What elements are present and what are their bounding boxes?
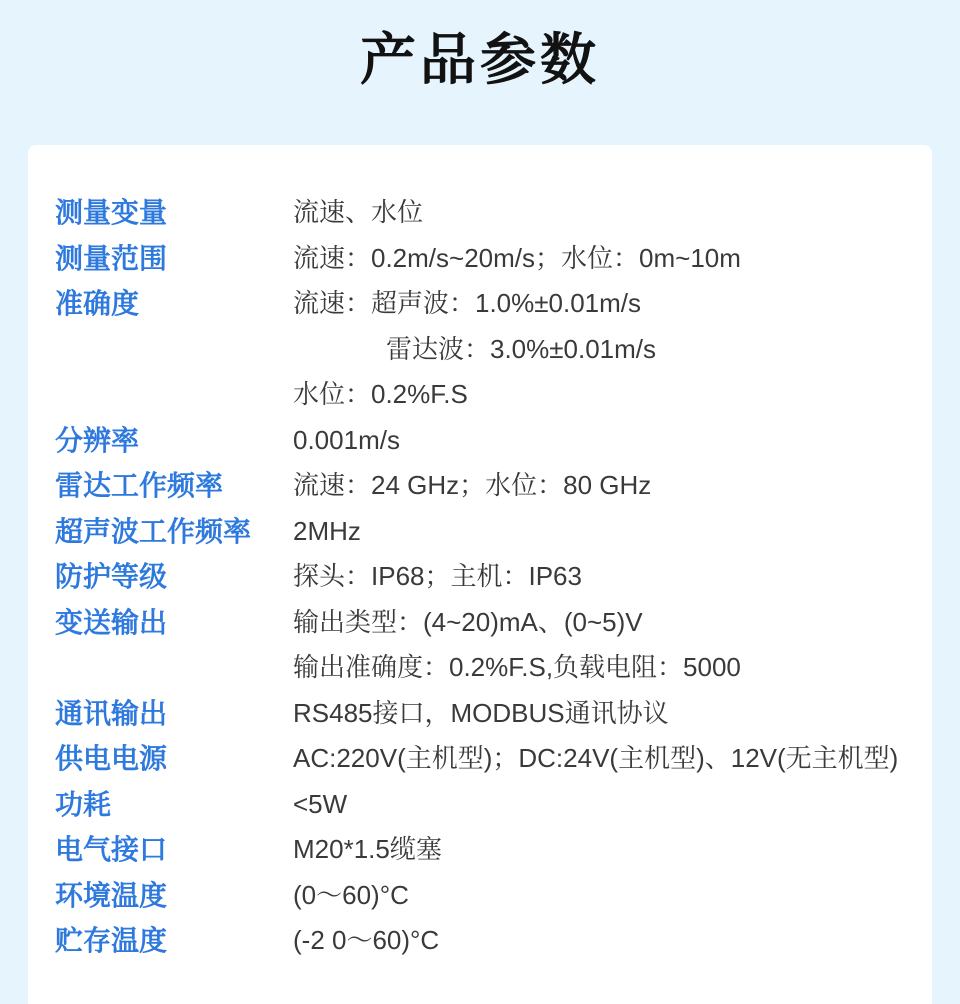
spec-value-line: 探头：IP68；主机：IP63 (293, 561, 582, 591)
spec-label: 电气接口 (55, 834, 168, 865)
spec-value (293, 190, 932, 236)
spec-label: 准确度 (55, 288, 140, 319)
spec-value-line: 输出类型：(4~20)mA、(0~5)V (293, 606, 643, 637)
spec-value-line: 水位：0.2%F.S (293, 379, 468, 409)
spec-value (293, 691, 932, 737)
spec-row (55, 600, 932, 691)
spec-value-line: (-2 0～60)°C (293, 925, 440, 955)
spec-row (55, 782, 932, 828)
spec-value-line: 流速：超声波：1.0%±0.01m/s (293, 288, 642, 318)
spec-value-line: 2MHz (293, 515, 361, 546)
spec-value-line: 0.001m/s (293, 424, 400, 455)
spec-value (293, 281, 932, 418)
spec-label: 功耗 (55, 788, 112, 820)
spec-row (55, 827, 932, 873)
spec-value (293, 463, 932, 509)
spec-row (55, 509, 932, 555)
spec-value-line: 流速、水位 (293, 197, 424, 227)
spec-row (55, 736, 932, 782)
spec-value-line: 雷达波：3.0%±0.01m/s (386, 333, 657, 364)
spec-label: 环境温度 (55, 879, 168, 911)
spec-value (293, 418, 932, 464)
spec-value (293, 236, 932, 282)
spec-label: 测量范围 (55, 242, 168, 274)
spec-label: 超声波工作频率 (55, 515, 252, 547)
spec-label: 贮存温度 (55, 925, 168, 956)
spec-value-line: RS485接口，MODBUS通讯协议 (293, 697, 669, 728)
spec-value (293, 736, 932, 782)
spec-value-line: 流速：0.2m/s~20m/s；水位：0m~10m (293, 242, 741, 273)
spec-value-line: AC:220V(主机型)；DC:24V(主机型)、12V(无主机型) (293, 743, 899, 773)
spec-value (293, 600, 932, 691)
spec-row (55, 918, 932, 964)
spec-label: 变送输出 (55, 606, 168, 638)
spec-row (55, 554, 932, 600)
spec-label: 通讯输出 (55, 697, 168, 729)
spec-value (293, 782, 932, 828)
spec-label: 雷达工作频率 (55, 470, 224, 501)
page-title: 产品参数 (360, 28, 600, 91)
spec-row (55, 691, 932, 737)
spec-value-line: (0～60)°C (293, 879, 409, 910)
spec-row (55, 236, 932, 282)
spec-label: 防护等级 (55, 561, 168, 592)
spec-value-line: M20*1.5缆塞 (293, 834, 442, 864)
spec-value-line: 流速：24 GHz；水位：80 GHz (293, 470, 652, 500)
spec-value (293, 509, 932, 555)
spec-label: 分辨率 (55, 424, 140, 456)
spec-label: 供电电源 (55, 743, 168, 774)
spec-row (55, 873, 932, 919)
spec-value (293, 918, 932, 964)
spec-row (55, 281, 932, 418)
spec-value (293, 554, 932, 600)
spec-value (293, 827, 932, 873)
spec-card (28, 145, 932, 1004)
spec-row (55, 418, 932, 464)
spec-label: 测量变量 (55, 197, 168, 228)
spec-row (55, 190, 932, 236)
spec-row (55, 463, 932, 509)
spec-value-line: <5W (293, 788, 348, 819)
spec-value-line: 输出准确度：0.2%F.S,负载电阻：5000 (293, 652, 741, 682)
spec-value (293, 873, 932, 919)
